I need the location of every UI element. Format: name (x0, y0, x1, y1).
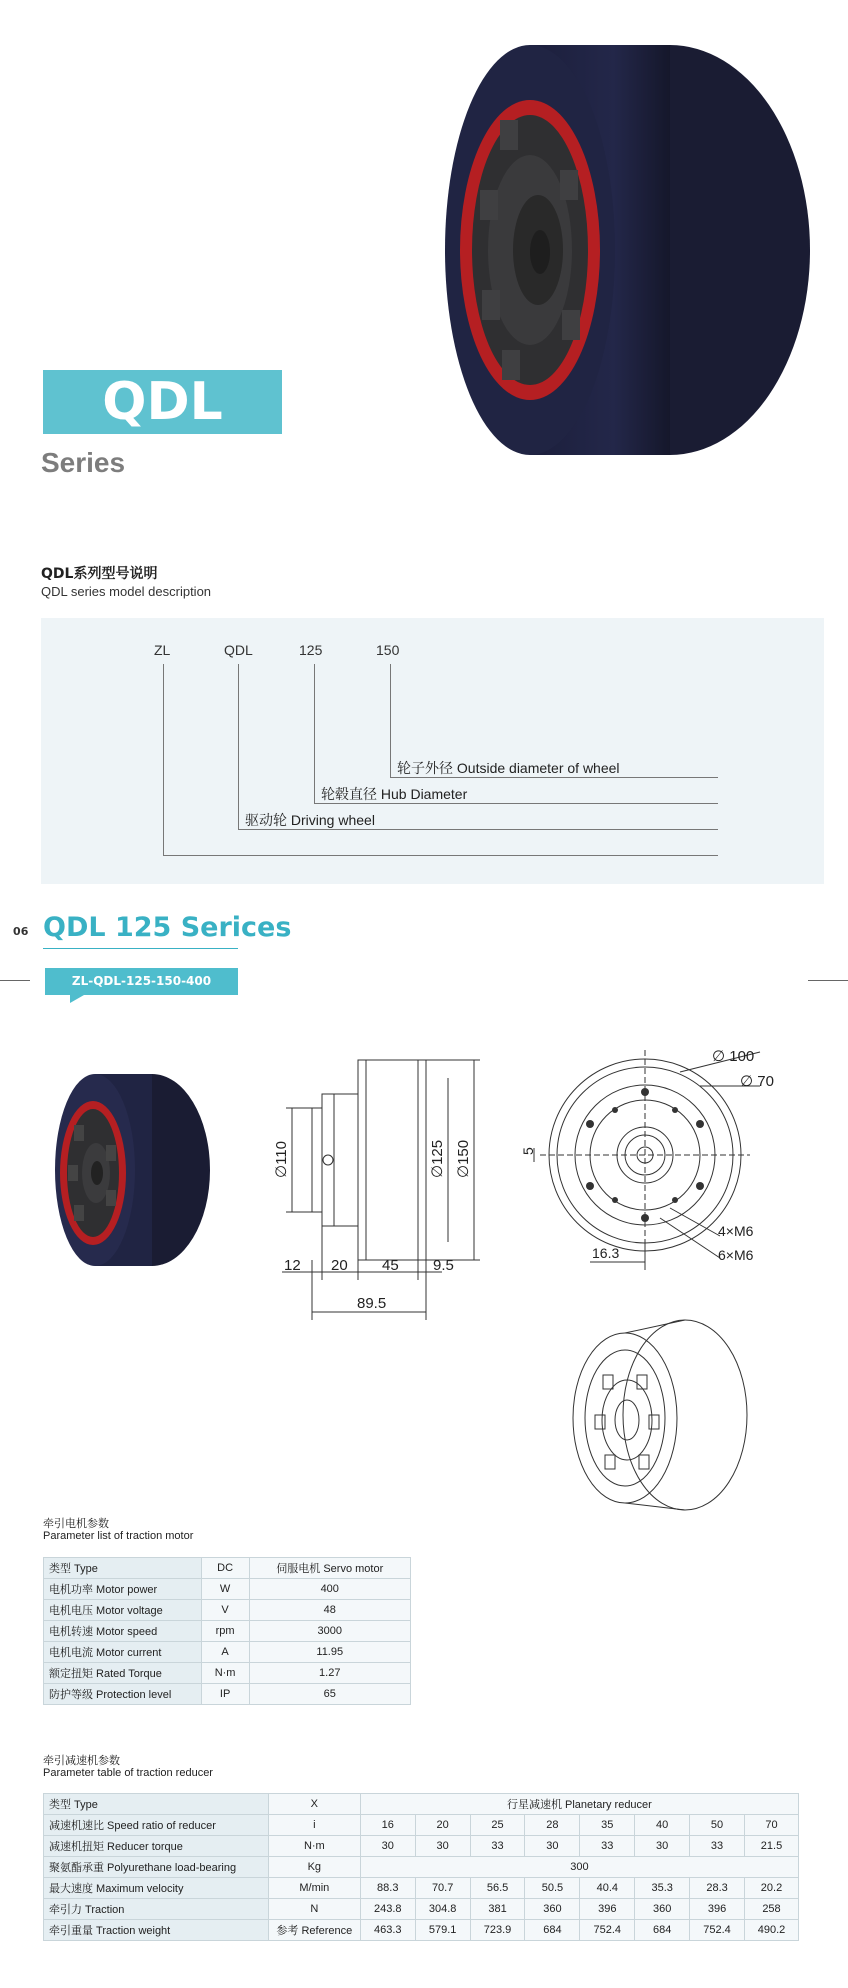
table-cell: 35.3 (635, 1878, 690, 1899)
table-cell: 16 (360, 1815, 415, 1836)
table-cell: 25 (470, 1815, 525, 1836)
table-cell: 304.8 (415, 1899, 470, 1920)
table-row (44, 1684, 411, 1705)
dim-d150: ∅150 (455, 1139, 472, 1178)
table-row (44, 1558, 411, 1579)
margin-rule-left (0, 980, 30, 981)
table-row (44, 1920, 799, 1941)
table-cell: 牵引力 Traction (44, 1899, 269, 1920)
table-cell: 30 (635, 1836, 690, 1857)
table-cell: DC (201, 1558, 249, 1579)
table-cell: 电机电流 Motor current (44, 1642, 202, 1663)
table-cell: M/min (268, 1878, 360, 1899)
table-cell: rpm (201, 1621, 249, 1642)
table-cell: 490.2 (744, 1920, 798, 1941)
table-cell: 21.5 (744, 1836, 798, 1857)
table-cell: A (201, 1642, 249, 1663)
isometric-drawing (565, 1315, 755, 1520)
leader-line-zl (163, 664, 164, 856)
dim-d70: ∅ 70 (740, 1073, 774, 1090)
table-cell: 300 (360, 1857, 798, 1878)
model-description-title-cn: QDL系列型号说明 (41, 566, 158, 582)
dim-d100: ∅ 100 (712, 1048, 755, 1065)
wheel-hero-image (420, 20, 820, 470)
series-name: QDL (102, 372, 223, 432)
motor-table-title-cn: 牵引电机参数 (43, 1518, 109, 1530)
table-cell: 28 (525, 1815, 580, 1836)
front-view-drawing (520, 1040, 780, 1275)
table-cell: 400 (249, 1579, 411, 1600)
table-cell: 70 (744, 1815, 798, 1836)
table-row (44, 1621, 411, 1642)
table-cell: 50 (690, 1815, 745, 1836)
table-cell: W (201, 1579, 249, 1600)
margin-rule-right (808, 980, 848, 981)
table-row (44, 1663, 411, 1684)
table-row (44, 1815, 799, 1836)
table-cell: 20 (415, 1815, 470, 1836)
table-cell: 360 (525, 1899, 580, 1920)
table-cell: 48 (249, 1600, 411, 1621)
motor-param-table (43, 1557, 411, 1705)
table-row (44, 1794, 799, 1815)
table-cell: 40.4 (580, 1878, 635, 1899)
section-title: QDL 125 Serices (43, 912, 292, 943)
label-driving-wheel: 驱动轮 Driving wheel (245, 812, 375, 828)
model-code-wheel: 150 (376, 642, 400, 658)
table-cell: 243.8 (360, 1899, 415, 1920)
table-cell: 88.3 (360, 1878, 415, 1899)
table-cell: 684 (635, 1920, 690, 1941)
table-cell: 11.95 (249, 1642, 411, 1663)
table-cell: 396 (690, 1899, 745, 1920)
table-cell: 参考 Reference (268, 1920, 360, 1941)
model-description-title-en: QDL series model description (41, 584, 212, 599)
table-cell: 258 (744, 1899, 798, 1920)
model-tag: ZL-QDL-125-150-400 (45, 968, 238, 995)
model-code-hub: 125 (299, 642, 323, 658)
table-cell: 30 (360, 1836, 415, 1857)
table-cell: 20.2 (744, 1878, 798, 1899)
reducer-table-title-cn: 牵引减速机参数 (43, 1755, 120, 1767)
table-cell: IP (201, 1684, 249, 1705)
table-row (44, 1642, 411, 1663)
dim-w20: 20 (331, 1257, 348, 1274)
table-cell: i (268, 1815, 360, 1836)
motor-table-title-en: Parameter list of traction motor (43, 1530, 194, 1542)
table-cell: 723.9 (470, 1920, 525, 1941)
table-cell: 电机电压 Motor voltage (44, 1600, 202, 1621)
section-title-rule (43, 948, 238, 949)
table-cell: 396 (580, 1899, 635, 1920)
table-cell: 360 (635, 1899, 690, 1920)
table-cell: 70.7 (415, 1878, 470, 1899)
reducer-param-table (43, 1793, 799, 1941)
table-cell: 65 (249, 1684, 411, 1705)
table-cell: 最大速度 Maximum velocity (44, 1878, 269, 1899)
table-cell: 防护等级 Protection level (44, 1684, 202, 1705)
table-cell: 28.3 (690, 1878, 745, 1899)
wheel-small-image (40, 1065, 215, 1275)
table-row (44, 1579, 411, 1600)
dim-w95: 9.5 (433, 1257, 454, 1274)
table-cell: V (201, 1600, 249, 1621)
table-cell: 56.5 (470, 1878, 525, 1899)
model-code-zl: ZL (154, 642, 171, 658)
dim-w45: 45 (382, 1257, 399, 1274)
table-row (44, 1899, 799, 1920)
table-cell: 50.5 (525, 1878, 580, 1899)
table-cell: X (268, 1794, 360, 1815)
table-cell: 类型 Type (44, 1794, 269, 1815)
series-subtitle: Series (41, 447, 126, 478)
table-cell: 聚氨酯承重 Polyurethane load-bearing (44, 1857, 269, 1878)
label-hub-diameter: 轮毂直径 Hub Diameter (321, 786, 468, 802)
table-cell: 35 (580, 1815, 635, 1836)
table-cell: 33 (470, 1836, 525, 1857)
table-cell: 行星减速机 Planetary reducer (360, 1794, 798, 1815)
table-cell: 381 (470, 1899, 525, 1920)
table-row (44, 1600, 411, 1621)
table-cell: 额定扭矩 Rated Torque (44, 1663, 202, 1684)
table-cell: 类型 Type (44, 1558, 202, 1579)
table-cell: 30 (415, 1836, 470, 1857)
table-cell: 减速机速比 Speed ratio of reducer (44, 1815, 269, 1836)
leader-rule-zl (163, 855, 718, 856)
table-row (44, 1836, 799, 1857)
table-cell: 1.27 (249, 1663, 411, 1684)
dim-w12: 12 (284, 1257, 301, 1274)
table-cell: 牵引重量 Traction weight (44, 1920, 269, 1941)
table-cell: N (268, 1899, 360, 1920)
dim-offset5: 5 (520, 1147, 536, 1155)
model-code-qdl: QDL (224, 642, 253, 658)
table-cell: 40 (635, 1815, 690, 1836)
label-outside-diameter: 轮子外径 Outside diameter of wheel (397, 760, 620, 776)
model-tag-tail (70, 995, 84, 1003)
table-cell: 减速机扭矩 Reducer torque (44, 1836, 269, 1857)
dim-d110: ∅110 (273, 1141, 290, 1178)
leader-line-wheel (390, 664, 391, 778)
table-cell: 伺服电机 Servo motor (249, 1558, 411, 1579)
table-cell: 3000 (249, 1621, 411, 1642)
dim-holes-4m6: 4×M6 (718, 1223, 754, 1239)
table-cell: 30 (525, 1836, 580, 1857)
table-cell: 752.4 (580, 1920, 635, 1941)
table-row (44, 1857, 799, 1878)
dim-total: 89.5 (357, 1295, 387, 1312)
page-number: 90 (13, 924, 29, 937)
side-view-drawing (262, 1050, 502, 1320)
table-cell: N·m (201, 1663, 249, 1684)
table-cell: 33 (580, 1836, 635, 1857)
leader-line-hub (314, 664, 315, 804)
table-row (44, 1878, 799, 1899)
table-cell: 33 (690, 1836, 745, 1857)
table-cell: 电机功率 Motor power (44, 1579, 202, 1600)
table-cell: 579.1 (415, 1920, 470, 1941)
dim-d125: ∅125 (429, 1139, 446, 1178)
table-cell: 电机转速 Motor speed (44, 1621, 202, 1642)
table-cell: 752.4 (690, 1920, 745, 1941)
dim-offset16: 16.3 (592, 1245, 620, 1261)
dim-holes-6m6: 6×M6 (718, 1247, 754, 1263)
reducer-table-title-en: Parameter table of traction reducer (43, 1767, 213, 1779)
table-cell: 463.3 (360, 1920, 415, 1941)
table-cell: N·m (268, 1836, 360, 1857)
table-cell: 684 (525, 1920, 580, 1941)
leader-line-qdl (238, 664, 239, 830)
table-cell: Kg (268, 1857, 360, 1878)
